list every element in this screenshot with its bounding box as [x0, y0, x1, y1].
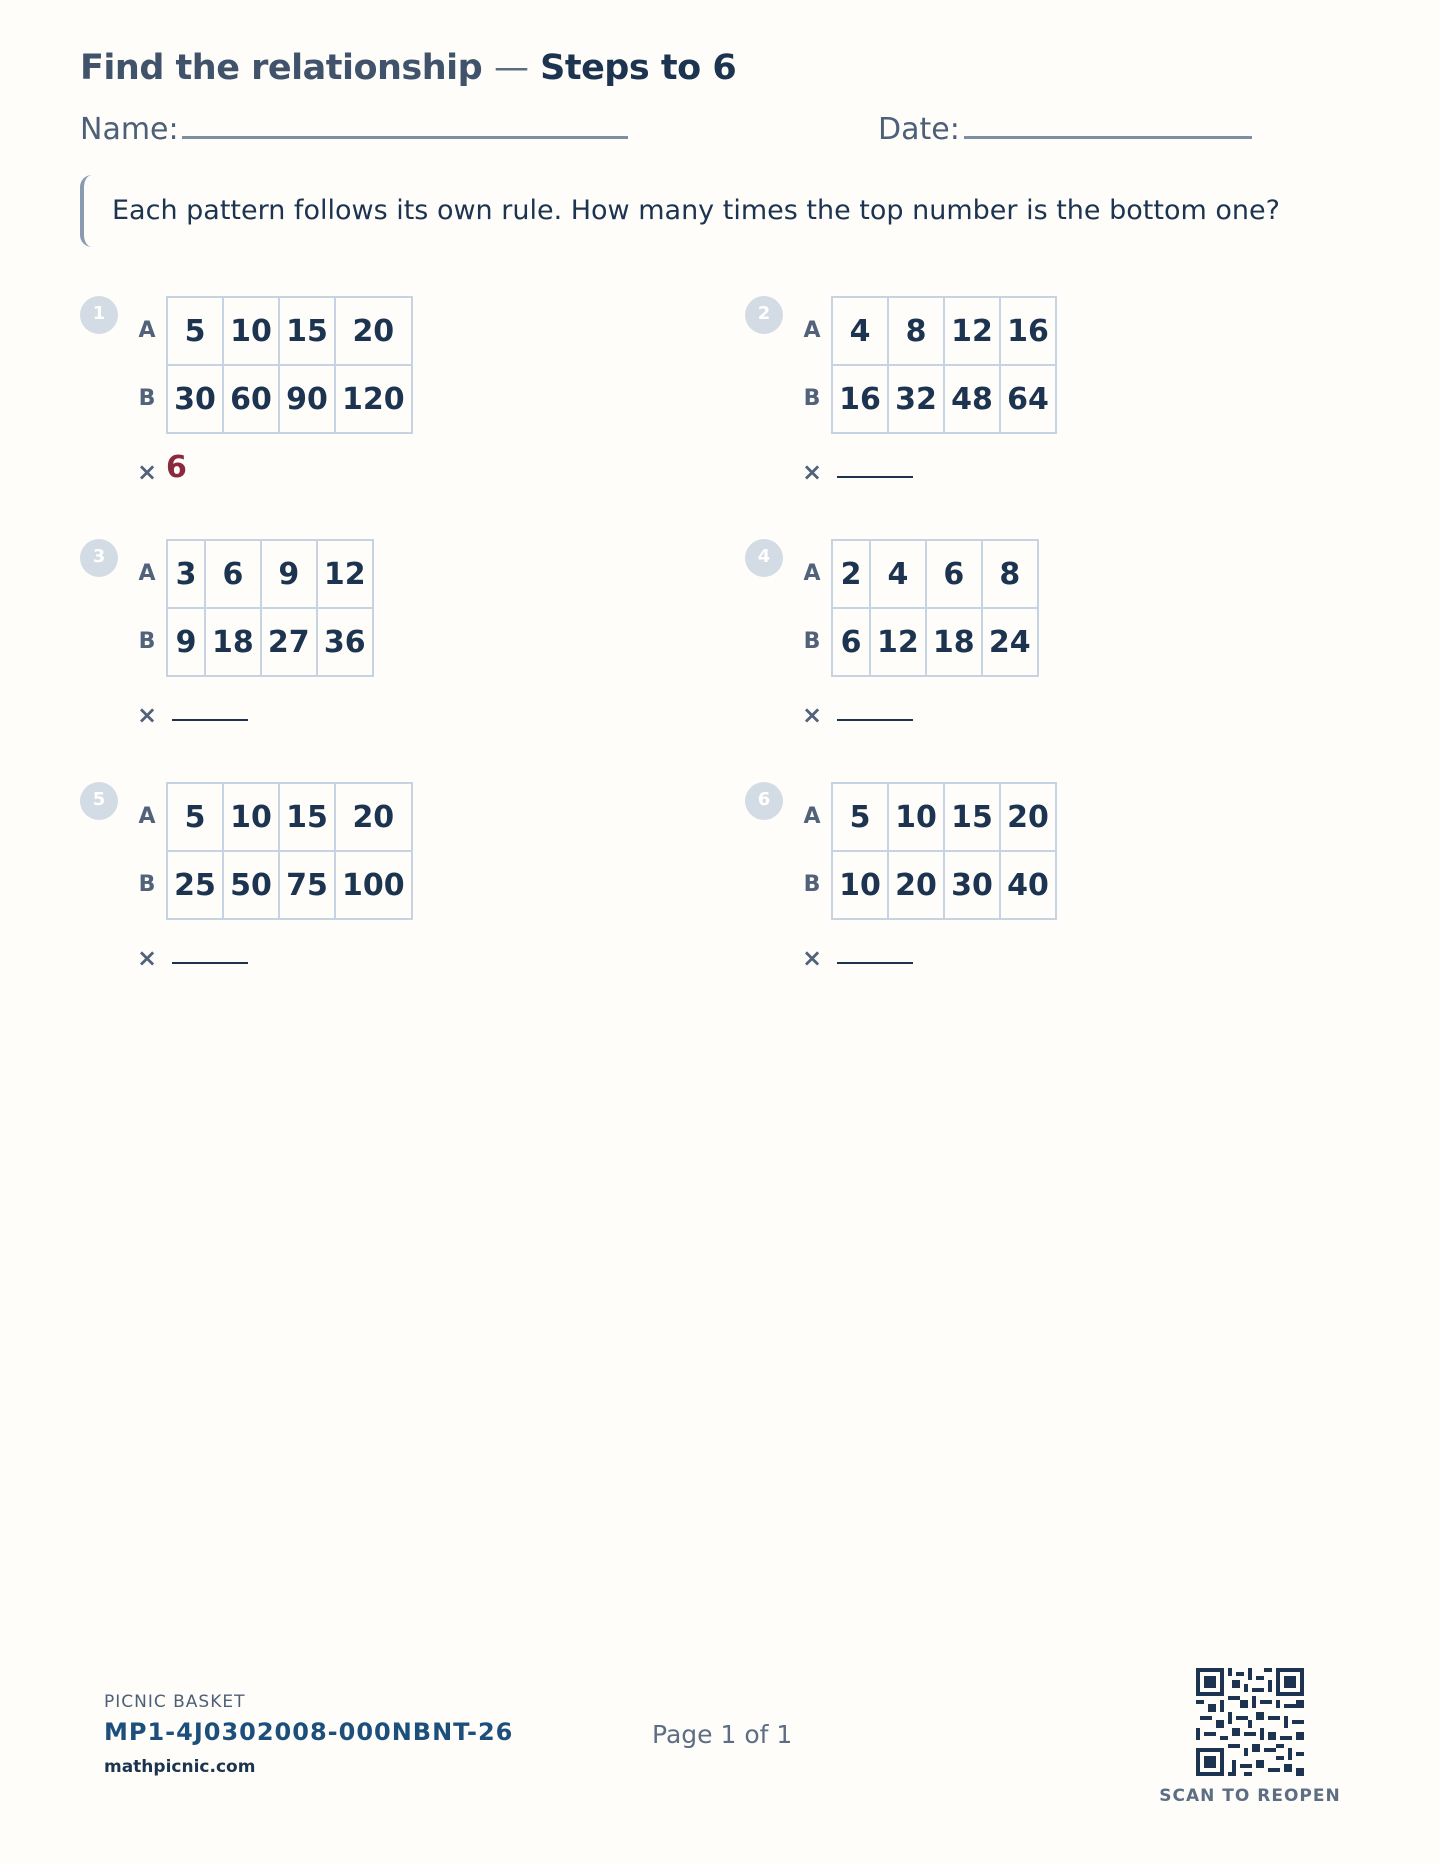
page-title: [80, 48, 736, 88]
row-label-b: B: [138, 629, 156, 654]
row-label-b: B: [138, 872, 156, 897]
pattern-grid: [831, 539, 1039, 677]
cell-b: 27: [261, 608, 317, 676]
answer-blank[interactable]: [837, 719, 913, 721]
cell-b: 75: [279, 851, 335, 919]
cell-a: 5: [832, 783, 888, 851]
worksheet-code: MP1-4J0302008-000NBNT-26: [104, 1718, 514, 1746]
problem-2: [745, 296, 1305, 516]
cell-b: 25: [167, 851, 223, 919]
cell-a: 12: [944, 297, 1000, 365]
instructions-text: Each pattern follows its own rule. How many times the top number is the bottom one?: [112, 195, 1280, 226]
row-label-a: A: [803, 318, 821, 343]
times-icon: ×: [136, 458, 158, 486]
row-label-a: A: [803, 804, 821, 829]
name-field[interactable]: [182, 136, 628, 139]
instructions-callout: [80, 175, 1280, 247]
title-level: Steps to 6: [540, 48, 737, 88]
row-a: [832, 540, 1038, 608]
cell-b: 120: [335, 365, 412, 433]
cell-a: 8: [982, 540, 1038, 608]
cell-a: 2: [832, 540, 870, 608]
cell-b: 32: [888, 365, 944, 433]
callout-bracket: [80, 175, 92, 247]
cell-b: 100: [335, 851, 412, 919]
answer-blank[interactable]: [172, 719, 248, 721]
cell-b: 50: [223, 851, 279, 919]
cell-a: 4: [870, 540, 926, 608]
answer-blank[interactable]: [837, 962, 913, 964]
row-b: [832, 365, 1056, 433]
cell-a: 20: [1000, 783, 1056, 851]
row-label-b: B: [803, 872, 821, 897]
cell-b: 60: [223, 365, 279, 433]
row-a: [167, 783, 412, 851]
row-label-a: A: [138, 804, 156, 829]
problem-number-badge: 6: [745, 782, 783, 820]
cell-b: 48: [944, 365, 1000, 433]
problem-1: [80, 296, 640, 516]
row-b: [167, 851, 412, 919]
page-indicator: Page 1 of 1: [652, 1720, 793, 1749]
date-label: Date:: [878, 112, 960, 147]
row-label-a: A: [138, 561, 156, 586]
qr-code-icon[interactable]: [1196, 1668, 1304, 1776]
row-b: [167, 365, 412, 433]
row-a: [167, 540, 373, 608]
problem-6: [745, 782, 1305, 1002]
name-label: Name:: [80, 112, 179, 147]
times-icon: ×: [801, 458, 823, 486]
cell-a: 6: [205, 540, 261, 608]
qr-caption: SCAN TO REOPEN: [1159, 1786, 1341, 1806]
cell-b: 16: [832, 365, 888, 433]
row-a: [832, 297, 1056, 365]
date-field[interactable]: [964, 136, 1252, 139]
problem-number-badge: 1: [80, 296, 118, 334]
problem-5: [80, 782, 640, 1002]
cell-b: 30: [944, 851, 1000, 919]
row-b: [167, 608, 373, 676]
cell-a: 10: [223, 297, 279, 365]
row-label-a: A: [138, 318, 156, 343]
cell-b: 30: [167, 365, 223, 433]
cell-a: 4: [832, 297, 888, 365]
cell-a: 12: [317, 540, 373, 608]
cell-b: 24: [982, 608, 1038, 676]
title-dash: —: [493, 48, 529, 88]
cell-a: 5: [167, 783, 223, 851]
cell-b: 12: [870, 608, 926, 676]
pattern-grid: [166, 782, 413, 920]
cell-a: 5: [167, 297, 223, 365]
pattern-grid: [831, 782, 1057, 920]
problem-3: [80, 539, 640, 759]
cell-b: 90: [279, 365, 335, 433]
cell-a: 10: [223, 783, 279, 851]
cell-a: 20: [335, 783, 412, 851]
answer-blank[interactable]: [837, 476, 913, 478]
times-icon: ×: [136, 944, 158, 972]
problem-number-badge: 4: [745, 539, 783, 577]
problem-4: [745, 539, 1305, 759]
cell-b: 40: [1000, 851, 1056, 919]
cell-a: 9: [261, 540, 317, 608]
cell-a: 20: [335, 297, 412, 365]
row-b: [832, 608, 1038, 676]
times-icon: ×: [136, 701, 158, 729]
answer-blank[interactable]: [172, 962, 248, 964]
times-icon: ×: [801, 701, 823, 729]
cell-a: 15: [944, 783, 1000, 851]
row-label-b: B: [138, 386, 156, 411]
problem-number-badge: 3: [80, 539, 118, 577]
cell-a: 16: [1000, 297, 1056, 365]
cell-b: 10: [832, 851, 888, 919]
times-icon: ×: [801, 944, 823, 972]
problem-number-badge: 5: [80, 782, 118, 820]
footer-site-link[interactable]: mathpicnic.com: [104, 1757, 256, 1777]
cell-a: 15: [279, 297, 335, 365]
cell-a: 3: [167, 540, 205, 608]
title-topic: Find the relationship: [80, 48, 483, 88]
pattern-grid: [831, 296, 1057, 434]
row-label-a: A: [803, 561, 821, 586]
cell-a: 6: [926, 540, 982, 608]
cell-b: 36: [317, 608, 373, 676]
cell-a: 8: [888, 297, 944, 365]
footer-brand: PICNIC BASKET: [104, 1692, 246, 1712]
row-a: [167, 297, 412, 365]
answer-value[interactable]: 6: [166, 450, 187, 485]
cell-b: 9: [167, 608, 205, 676]
cell-b: 6: [832, 608, 870, 676]
cell-b: 20: [888, 851, 944, 919]
cell-a: 10: [888, 783, 944, 851]
row-b: [832, 851, 1056, 919]
pattern-grid: [166, 296, 413, 434]
cell-a: 15: [279, 783, 335, 851]
cell-b: 18: [205, 608, 261, 676]
row-a: [832, 783, 1056, 851]
problem-number-badge: 2: [745, 296, 783, 334]
cell-b: 64: [1000, 365, 1056, 433]
row-label-b: B: [803, 629, 821, 654]
pattern-grid: [166, 539, 374, 677]
cell-b: 18: [926, 608, 982, 676]
row-label-b: B: [803, 386, 821, 411]
